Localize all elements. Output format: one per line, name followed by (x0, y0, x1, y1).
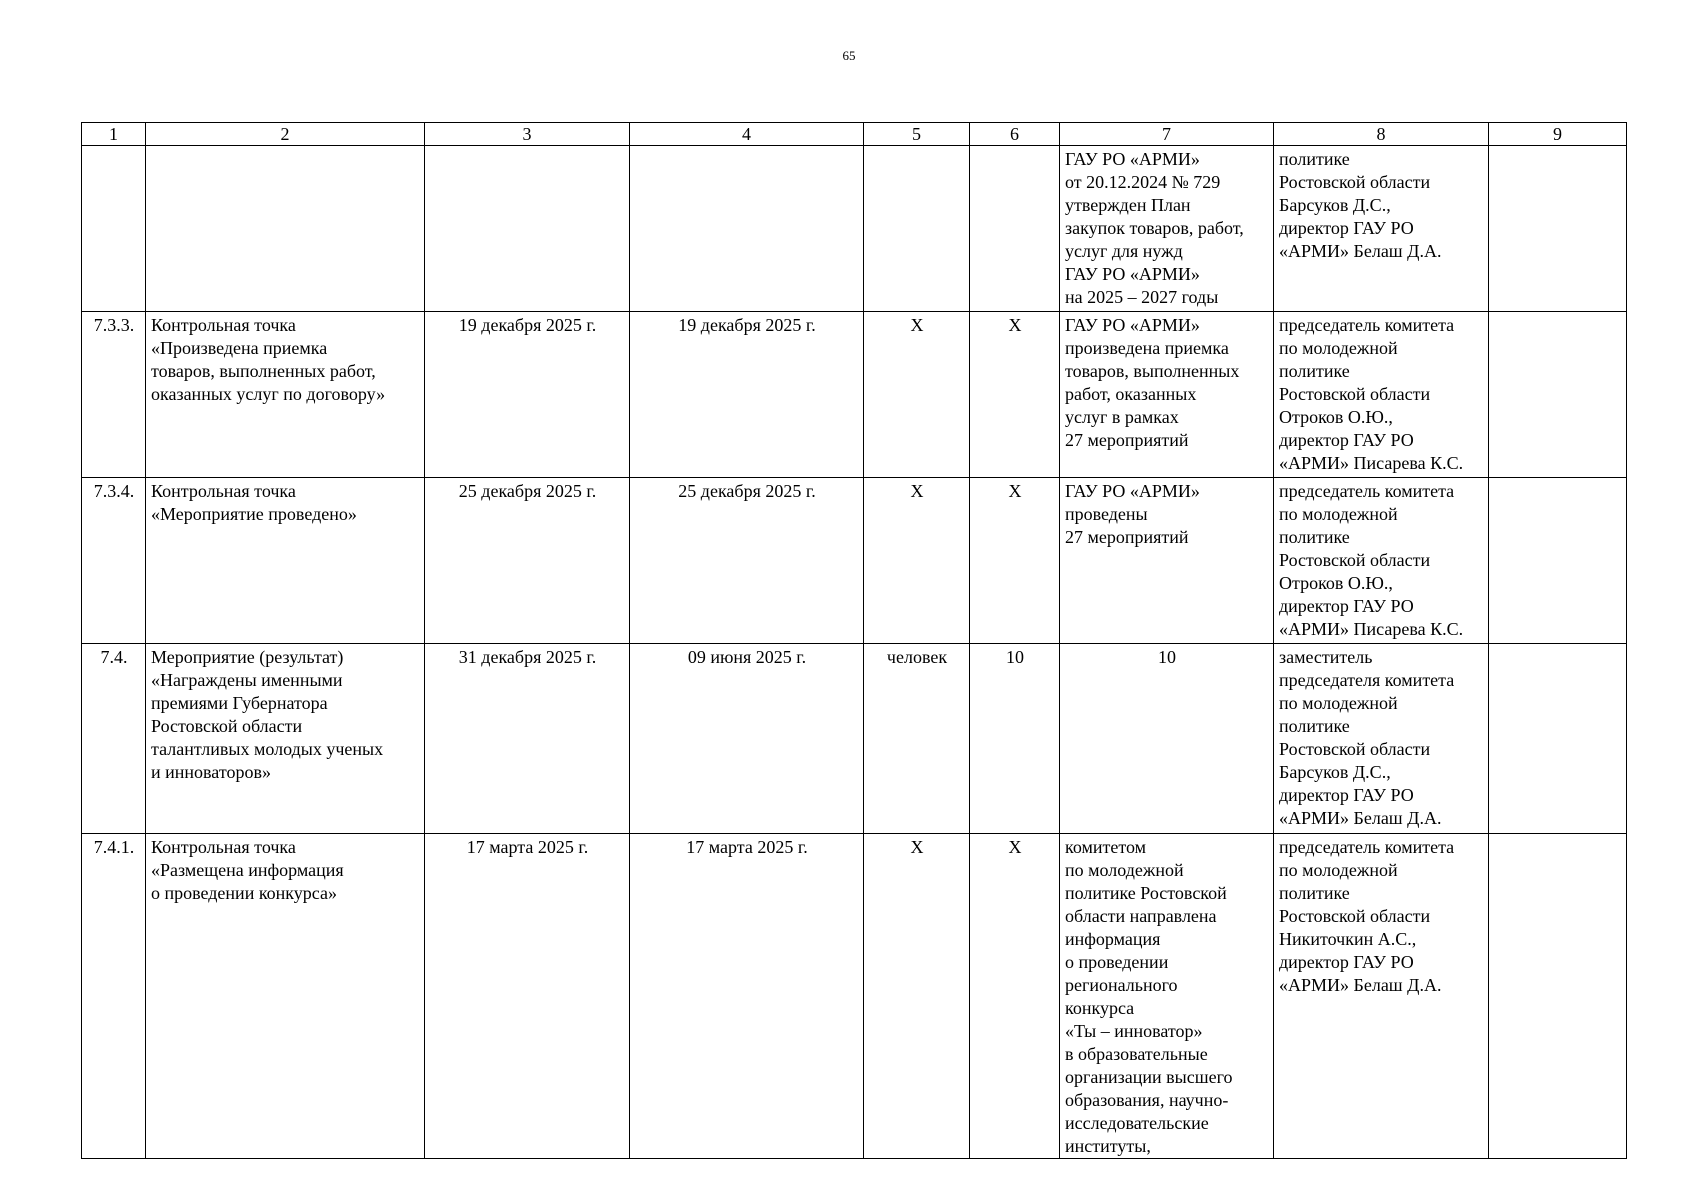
cell-note (1489, 478, 1627, 644)
page-number: 65 (842, 48, 856, 63)
cell-plan-value: Х (970, 478, 1060, 644)
table-row (82, 834, 1627, 1159)
cell-plan-value (970, 146, 1060, 312)
table-row (82, 644, 1627, 834)
cell-name: Контрольная точка «Мероприятие проведено» (146, 478, 425, 644)
cell-note (1489, 644, 1627, 834)
cell-fact-date (630, 146, 864, 312)
cell-name: Мероприятие (результат) «Награждены именными премиями Губернатора Ростовской области талантливых молодых ученых и инноваторов» (146, 644, 425, 834)
cell-unit: Х (864, 834, 970, 1159)
cell-responsible: председатель комитета по молодежной политике Ростовской области Отроков О.Ю., директор ГАУ РО «АРМИ» Писарева К.С. (1274, 312, 1489, 478)
cell-fact-value: ГАУ РО «АРМИ» проведены 27 мероприятий (1060, 478, 1274, 644)
cell-number (82, 146, 146, 312)
cell-plan-date (425, 146, 630, 312)
cell-fact-value: 10 (1060, 644, 1274, 834)
cell-name (146, 146, 425, 312)
cell-responsible: политике Ростовской области Барсуков Д.С., директор ГАУ РО «АРМИ» Белаш Д.А. (1274, 146, 1489, 312)
column-header: 6 (970, 123, 1060, 146)
column-header: 1 (82, 123, 146, 146)
cell-unit (864, 146, 970, 312)
cell-name: Контрольная точка «Размещена информация о проведении конкурса» (146, 834, 425, 1159)
cell-note (1489, 834, 1627, 1159)
report-table (81, 122, 1627, 1159)
cell-number: 7.4.1. (82, 834, 146, 1159)
cell-number: 7.3.3. (82, 312, 146, 478)
column-header: 9 (1489, 123, 1627, 146)
column-header: 4 (630, 123, 864, 146)
cell-unit: человек (864, 644, 970, 834)
cell-plan-value: Х (970, 312, 1060, 478)
cell-plan-date: 19 декабря 2025 г. (425, 312, 630, 478)
cell-plan-value: Х (970, 834, 1060, 1159)
cell-responsible: заместитель председателя комитета по молодежной политике Ростовской области Барсуков Д.С., директор ГАУ РО «АРМИ» Белаш Д.А. (1274, 644, 1489, 834)
table-row (82, 478, 1627, 644)
cell-fact-value: ГАУ РО «АРМИ» от 20.12.2024 № 729 утвержден План закупок товаров, работ, услуг для нужд ГАУ РО «АРМИ» на 2025 – 2027 годы (1060, 146, 1274, 312)
cell-fact-date: 09 июня 2025 г. (630, 644, 864, 834)
cell-plan-date: 25 декабря 2025 г. (425, 478, 630, 644)
cell-fact-date: 19 декабря 2025 г. (630, 312, 864, 478)
cell-fact-value: ГАУ РО «АРМИ» произведена приемка товаров, выполненных работ, оказанных услуг в рамках 27 мероприятий (1060, 312, 1274, 478)
column-header: 5 (864, 123, 970, 146)
table-row (82, 312, 1627, 478)
cell-unit: Х (864, 312, 970, 478)
header-row (82, 123, 1627, 146)
column-header: 2 (146, 123, 425, 146)
cell-unit: Х (864, 478, 970, 644)
cell-plan-date: 17 марта 2025 г. (425, 834, 630, 1159)
cell-fact-date: 17 марта 2025 г. (630, 834, 864, 1159)
cell-responsible: председатель комитета по молодежной политике Ростовской области Отроков О.Ю., директор ГАУ РО «АРМИ» Писарева К.С. (1274, 478, 1489, 644)
cell-plan-value: 10 (970, 644, 1060, 834)
cell-number: 7.3.4. (82, 478, 146, 644)
cell-responsible: председатель комитета по молодежной политике Ростовской области Никиточкин А.С., директор ГАУ РО «АРМИ» Белаш Д.А. (1274, 834, 1489, 1159)
column-header: 7 (1060, 123, 1274, 146)
cell-name: Контрольная точка «Произведена приемка товаров, выполненных работ, оказанных услуг по договору» (146, 312, 425, 478)
column-header: 8 (1274, 123, 1489, 146)
column-header: 3 (425, 123, 630, 146)
cell-note (1489, 146, 1627, 312)
cell-number: 7.4. (82, 644, 146, 834)
cell-fact-date: 25 декабря 2025 г. (630, 478, 864, 644)
cell-note (1489, 312, 1627, 478)
cell-fact-value: комитетом по молодежной политике Ростовской области направлена информация о проведении регионального конкурса «Ты – инноватор» в образовательные организации высшего образования, научно- исследовательские институты, (1060, 834, 1274, 1159)
table-row (82, 146, 1627, 312)
cell-plan-date: 31 декабря 2025 г. (425, 644, 630, 834)
